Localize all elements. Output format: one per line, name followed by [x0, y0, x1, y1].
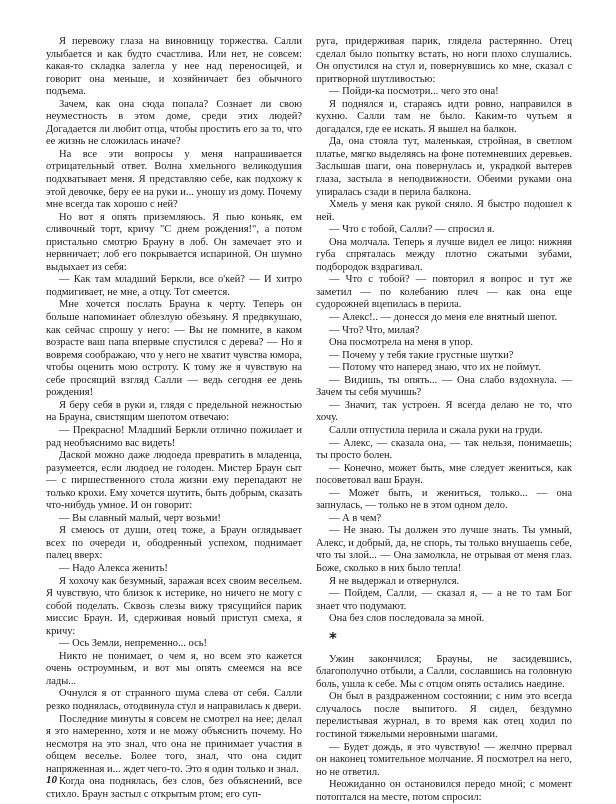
- paragraph: — Конечно, может быть, мне следует жениться, как посоветовал ваш Браун.: [316, 462, 572, 487]
- paragraph: Но вот я опять приземляюсь. Я пью коньяк, ем сливочный торт, кричу "С днем рождения!", а потом пристально смотрю Брауну в лоб. Он замечает это и нервничает; лоб его покрывается испариной. Он шумно выдыхает из себя:: [46, 211, 302, 273]
- paragraph: Зачем, как она сюда попала? Сознает ли свою неуместность в этом доме, среди этих людей? Догадается ли любит отца, чтобы простить его за то, что ее жизнь не сложилась иначе?: [46, 98, 302, 148]
- paragraph: Я не выдержал и отвернулся.: [329, 575, 460, 587]
- paragraph: — Как там младший Беркли, все о'кей? — И хитро подмигивает, не мне, а отцу. Тот смеется.: [46, 274, 302, 298]
- paragraph: — Алекс!.. — донесся до меня еле внятный шепот.: [329, 312, 558, 324]
- paragraph: — Надо Алекса женить!: [59, 562, 168, 574]
- paragraph: Мне хочется послать Брауна к черту. Теперь он больше напоминает облезлую обезьяну. Я предвкушаю, как сейчас спрошу у него: — Вы не помните, в каком возрасте ваш папа впервые спустился с дерева? — Но я вовремя соображаю, что у него не хватит чувства юмора, чтобы оценить мою остроту. К тому же я чувствую на себе просящий взгляд Салли — ведь сегодня ее день рождения!: [46, 299, 302, 399]
- paragraph: Она молчала. Теперь я лучше видел ее лицо: нижняя губа спряталась между плотно сжатыми зубами, подбородок вздрагивал.: [316, 236, 572, 273]
- paragraph: — Будет дождь, я это чувствую! — желчно прервал он наконец томительное молчание. Я посмотрел на него, но не ответил.: [316, 741, 572, 778]
- paragraph: Когда она поднялась, без слов, без объяснений, все стихло. Браун застыл с открытым ртом; его суп-: [46, 776, 302, 800]
- paragraph: — Что с тобой, Салли? — спросил я.: [329, 224, 495, 236]
- paragraph: Даской можно даже людоеда превратить в младенца, разумеется, если людоед не голоден. Мистер Браун сыт — с пиршественного стола жизни ему перепадают не только крохи. Ему хочется шутить, быть добрым, сказать что-нибудь умное. И он говорит:: [46, 450, 302, 512]
- paragraph: Она посмотрела на меня в упор.: [329, 337, 474, 349]
- paragraph: Я перевожу глаза на виновницу торжества. Салли улыбается и как будто счастлива. Или нет, не совсем: какая-то складка залегла у нее над переносицей, и говорит она меньше, и хозяйничает без обычного подъема.: [46, 36, 302, 98]
- section-separator: *: [329, 628, 337, 647]
- paragraph: — Вы славный малый, черт возьми!: [59, 512, 221, 524]
- paragraph: — Почему у тебя такие грустные шутки?: [329, 349, 514, 361]
- paragraph: — Может быть, и жениться, только... — она запнулась, — только не в этом одном дело.: [316, 487, 572, 512]
- paragraph: Ужин закончился; Брауны, не засидевшись, благополучно отбыли, а Салли, сославшись на головную боль, ушла к себе. Мы с отцом опять остались наедине.: [316, 653, 572, 690]
- paragraph: — Алекс, — сказала она, — так нельзя, понимаешь; ты просто болен.: [316, 437, 572, 462]
- paragraph: Салли отпустила перила и сжала руки на груди.: [329, 424, 543, 436]
- paragraph: Неожиданно он остановился передо мной; с момент потоптался на месте, потом спросил:: [316, 779, 572, 803]
- paragraph: Последние минуты я совсем не смотрел на нее; делал я это намеренно, хотя и не можу объяснить почему. Но несмотря на это знал, что она не принимает участия в общем веселье. Более того, знал, что она сидит напряженная и... ждет чего-то. Это я один только и знал.: [46, 713, 302, 775]
- paragraph: Он был в раздраженном состоянии; с ним это всегда случалось после выпитого. Я сидел, бездумно перелистывая журнал, в то время как отец ходил по гостиной тяжелыми неровными шагами.: [316, 691, 572, 740]
- paragraph: — Видишь, ты опять... — Она слабо вздохнула. — Зачем ты себя мучишь?: [316, 374, 572, 399]
- paragraph: На все эти вопросы у меня напрашивается отрицательный ответ. Волна хмельного великодушия подхватывает меня. Я представляю себе, как подхожу к этой девочке, беру ее на руки и... уношу из дому. Почему мне всегда так хорошо с ней?: [46, 148, 302, 211]
- paragraph: Никто не понимает, о чем я, но всем это кажется очень остроумным, и вот мы опять смеемся на все лады...: [46, 650, 302, 687]
- paragraph: Она без слов последовала за мной.: [329, 613, 485, 625]
- paragraph: Я хохочу как безумный, заражая всех своим весельем. Я чувствую, что близок к истерике, но ничего не могу с собой поделать. Сквозь слезы вижу трясущийся парик миссис Браун. И, сдерживая новый приступ смеха, я кричу:: [46, 575, 302, 637]
- page-number: 10: [46, 774, 57, 786]
- paragraph: — А в чем?: [329, 512, 382, 524]
- paragraph: — Прекрасно! Младший Беркли отлично пожилает и рад необъяснимо вас видеть!: [46, 424, 302, 449]
- paragraph: — Не знаю. Ты должен это лучше знать. Ты умный, Алекс, и добрый, да, не спорь, ты только внушаешь себе, что ты злой... — Она замолкла, не отрывая от меня глаз. Боже, сколько в них было тепла!: [316, 525, 572, 574]
- paragraph: — Ось Земли, непременно... ось!: [59, 638, 208, 650]
- paragraph: — Что с тобой? — повторил я вопрос и тут же заметил — по колебанию плеч — как она еще судорожней вцепилась в перила.: [316, 274, 572, 311]
- paragraph: Я смеюсь от души, отец тоже, а Браун оглядывает всех по очереди и, ободренный успехом, поднимает палец вверх:: [46, 525, 302, 562]
- right-column: [316, 36, 572, 803]
- paragraph: — Пойди-ка посмотри... чего это она!: [329, 86, 499, 98]
- paragraph: Я беру себя в руки и, глядя с предельной нежностью на Брауна, свистящим шепотом отвечаю:: [46, 399, 302, 424]
- paragraph: — Потому что наперед знаю, что их не поймут.: [329, 362, 541, 374]
- paragraph: Да, она стояла тут, маленькая, стройная, в светлом платье, мягко выделяясь на фоне потемневших деревьев. Заслышав шаги, она повернулась и, украдкой вытерев глаза, застыла в неподвижности. Обеими руками она упиралась сзади в перила балкона.: [316, 136, 572, 198]
- paragraph: Очнулся я от странного шума слева от себя. Салли резко поднялась, отодвинула стул и направилась к двери.: [46, 688, 302, 712]
- paragraph: Хмель у меня как рукой сняло. Я быстро подошел к ней.: [316, 199, 572, 223]
- paragraph: руга, придерживая парик, глядела растерянно. Отец сделал было попытку встать, но ноги плохо слушались. Он опустился на стул и, повернувшись ко мне, сказал с притворной шутливостью:: [316, 36, 572, 85]
- paragraph: — Пойдем, Салли, — сказал я, — а не то там Бог знает что подумают.: [316, 588, 572, 612]
- paragraph: — Значит, так устроен. Я всегда делаю не то, что хочу.: [316, 399, 572, 424]
- paragraph: Я поднялся и, стараясь идти ровно, направился в кухню. Салли там не было. Каким-то чутьем я догадался, где ее искать. Я вышел на балкон.: [316, 98, 572, 135]
- paragraph: — Что? Что, милая?: [329, 324, 420, 336]
